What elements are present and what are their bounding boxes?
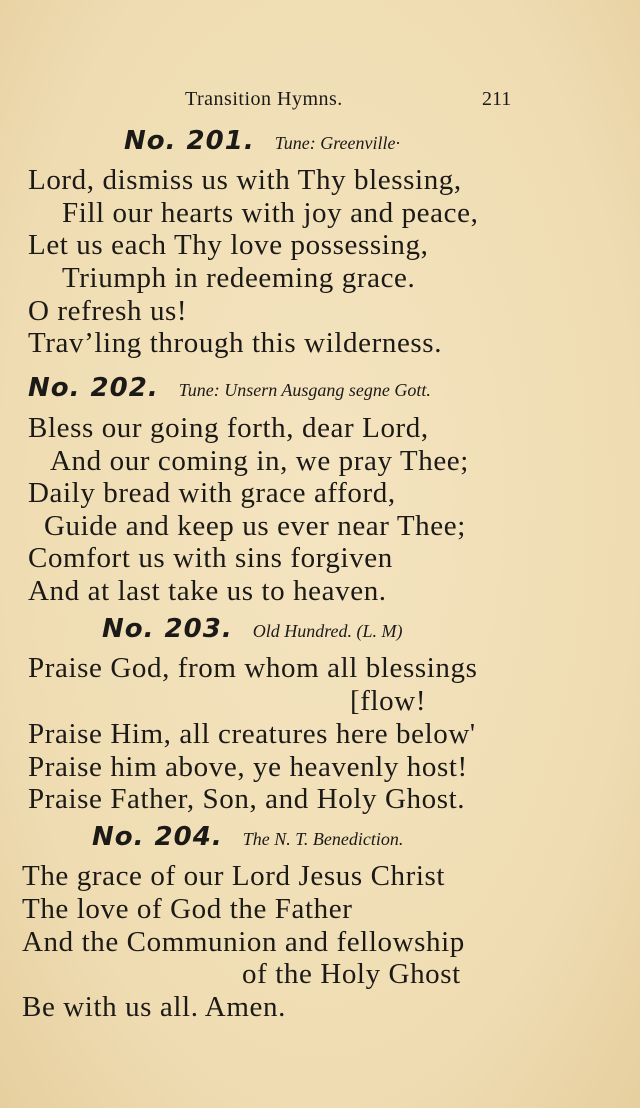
hymn-heading-204	[92, 822, 403, 852]
hymn-line: Guide and keep us ever near Thee;	[44, 510, 466, 542]
running-title: Transition Hymns.	[185, 88, 343, 110]
hymn-line: Let us each Thy love possessing,	[28, 229, 429, 261]
hymn-tune: Tune: Greenville·	[274, 133, 400, 153]
hymn-heading-202	[28, 373, 431, 403]
hymn-line: Praise God, from whom all blessings	[28, 652, 478, 684]
hymn-line: Praise Father, Son, and Holy Ghost.	[28, 783, 466, 815]
page-number: 211	[482, 88, 512, 110]
hymn-line: [flow!	[350, 685, 427, 717]
hymn-number: No. 203.	[102, 614, 233, 644]
hymn-heading-201	[124, 126, 400, 156]
hymn-number: No. 204.	[92, 822, 223, 852]
hymn-line: Comfort us with sins forgiven	[28, 542, 393, 574]
hymn-line: Bless our going forth, dear Lord,	[28, 412, 429, 444]
hymn-line: Fill our hearts with joy and peace,	[62, 197, 479, 229]
hymn-line: And our coming in, we pray Thee;	[50, 445, 469, 477]
hymn-number: No. 202.	[28, 373, 159, 403]
hymn-line: Trav’ling through this wilderness.	[28, 327, 443, 359]
hymn-line: Daily bread with grace afford,	[28, 477, 396, 509]
hymn-line: Praise Him, all creatures here below'	[28, 718, 476, 750]
hymn-line: Triumph in redeeming grace.	[62, 262, 416, 294]
hymn-line: And the Communion and fellowship	[22, 926, 465, 958]
hymn-line: Praise him above, ye heavenly host!	[28, 751, 468, 783]
hymn-line: And at last take us to heaven.	[28, 575, 387, 607]
running-header	[0, 88, 640, 118]
hymn-line: of the Holy Ghost	[242, 958, 461, 990]
hymn-heading-203	[102, 614, 403, 644]
hymn-line: Be with us all. Amen.	[22, 991, 286, 1023]
hymn-line: The grace of our Lord Jesus Christ	[22, 860, 446, 892]
hymn-tune: Tune: Unsern Ausgang segne Gott.	[178, 380, 431, 400]
hymn-line: Lord, dismiss us with Thy blessing,	[28, 164, 462, 196]
hymn-line: O refresh us!	[28, 295, 188, 327]
hymn-line: The love of God the Father	[22, 893, 353, 925]
hymn-tune: The N. T. Benediction.	[242, 829, 404, 849]
hymn-number: No. 201.	[124, 126, 255, 156]
hymn-tune: Old Hundred. (L. M)	[252, 621, 403, 641]
